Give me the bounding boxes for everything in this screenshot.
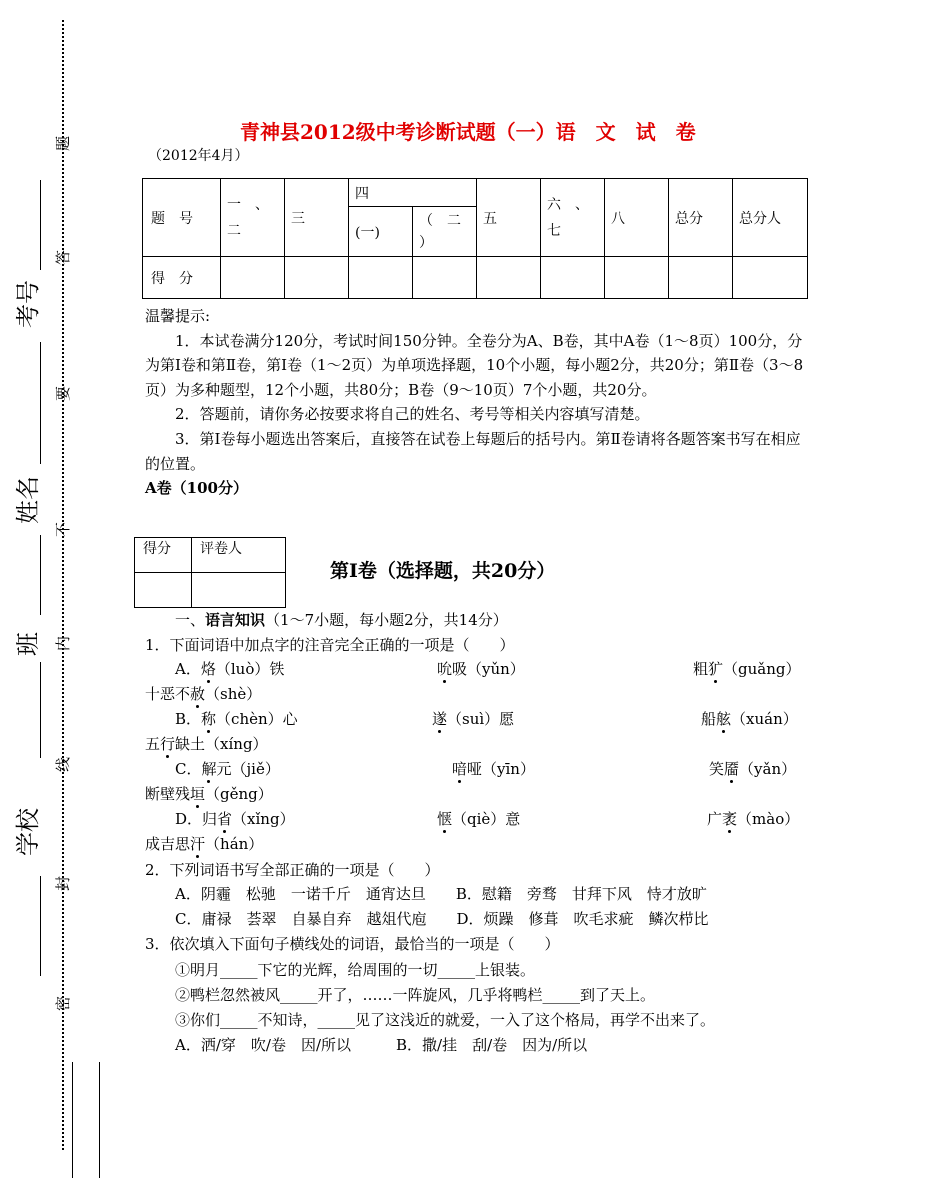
knowledge-heading (175, 610, 508, 630)
score-col-6-7 (541, 179, 605, 257)
score-col-4: 四 (349, 179, 477, 207)
binding-char-feng: 封 (54, 875, 73, 892)
q1-option-b-2: 遂（suì）愿 (432, 710, 515, 728)
q1-option-c-2: 喑哑（yīn） (452, 760, 535, 778)
binding-char-da: 答 (54, 249, 73, 266)
exam-date: （2012年4月） (148, 148, 249, 164)
score-col-4-sub2 (413, 207, 477, 257)
knowledge-rest: （1～7小题，每小题2分，共14分） (265, 611, 508, 629)
grader-score-cell[interactable] (135, 573, 192, 608)
score-col-1b: 二 (227, 222, 241, 239)
q3-stem: 3．依次填入下面句子横线处的词语，最恰当的一项是（ ） (145, 935, 560, 953)
exam-number-label: 考号 (14, 280, 42, 328)
score-cell[interactable] (669, 257, 733, 299)
score-col-4-sub1: (一) (349, 207, 413, 257)
q1-option-a-1: A．烙（luò）铁 (175, 660, 285, 678)
school-blank[interactable] (40, 876, 41, 976)
score-table (142, 178, 808, 299)
tips-heading: 温馨提示: (145, 307, 211, 325)
score-cell[interactable] (605, 257, 669, 299)
score-cell[interactable] (477, 257, 541, 299)
score-col-5: 五 (477, 179, 541, 257)
q1-option-a-3: 粗犷（guǎng） (693, 660, 801, 678)
q1-option-c-1: C．解元（jiě） (175, 760, 280, 778)
q1-option-d-3: 广袤（mào） (707, 810, 800, 828)
section-a-heading: A卷（100分） (145, 479, 248, 498)
score-row-label: 得 分 (143, 257, 221, 299)
q2-options-ab: A．阴霾 松驰 一诺千斤 通宵达旦 B．慰籍 旁骛 甘拜下风 恃才放旷 (175, 885, 707, 903)
binding-dotted-line (62, 20, 64, 1150)
q3-sentence-1: ①明月_____下它的光辉，给周围的一切_____上银装。 (175, 961, 536, 979)
q1-option-d-1: D．归省（xǐng） (175, 810, 295, 828)
name-blank-bottom[interactable] (40, 535, 41, 615)
class-label: 班 (14, 632, 42, 656)
score-cell[interactable] (221, 257, 285, 299)
binding-char-mi: 密 (54, 995, 73, 1012)
class-blank[interactable] (40, 662, 41, 758)
score-cell[interactable] (285, 257, 349, 299)
score-col-1a: 一 、 (227, 196, 269, 213)
score-col-4-sub2a: （ 二 (419, 212, 461, 229)
score-col-6a: 六 、 (547, 196, 589, 213)
q1-option-b-1: B．称（chèn）心 (175, 710, 298, 728)
q1-option-d-4: 成吉思汗（hán） (145, 835, 264, 853)
school-label: 学校 (14, 808, 42, 856)
grader-reviewer-label: 评卷人 (192, 538, 286, 573)
q1-option-a-2: 吮吸（yǔn） (437, 660, 525, 678)
binding-char-yao: 要 (54, 385, 73, 402)
q1-option-b-3: 船舷（xuán） (701, 710, 798, 728)
score-col-3: 三 (285, 179, 349, 257)
tips-item-3: 3．第Ⅰ卷每小题选出答案后，直接答在试卷上每题后的括号内。第Ⅱ卷请将各题答案书写在相应的位置。 (145, 429, 801, 473)
binding-rule-left (72, 1062, 73, 1178)
score-cell[interactable] (541, 257, 605, 299)
score-col-1-2 (221, 179, 285, 257)
score-cell[interactable] (413, 257, 477, 299)
q3-options-ab: A．洒/穿 吹/卷 因/所以 B．撒/挂 刮/卷 因为/所以 (175, 1036, 588, 1054)
score-cell[interactable] (349, 257, 413, 299)
q1-option-c-3: 笑靥（yǎn） (709, 760, 797, 778)
score-col-4-sub2b: ） (419, 234, 433, 251)
binding-char-nei: 内 (54, 635, 73, 652)
score-col-total-grader: 总分人 (733, 179, 808, 257)
part1-title: 第Ⅰ卷（选择题，共20分） (330, 560, 556, 582)
binding-char-ti: 题 (54, 135, 73, 152)
q1-stem: 1．下面词语中加点字的注音完全正确的一项是（ ） (145, 636, 515, 654)
tips-item-2: 2．答题前，请你务必按要求将自己的姓名、考号等相关内容填写清楚。 (175, 405, 650, 424)
name-blank-top[interactable] (40, 342, 41, 464)
binding-rule-right (99, 1062, 100, 1178)
q3-sentence-2: ②鸭栏忽然被风_____开了，……一阵旋风，几乎将鸭栏_____到了天上。 (175, 986, 656, 1004)
grader-score-label: 得分 (135, 538, 192, 573)
exam-number-blank[interactable] (40, 180, 41, 270)
binding-char-bu: 不 (54, 521, 73, 538)
q1-option-c-4: 断壁残垣（gěng） (145, 785, 273, 803)
name-label: 姓名 (14, 476, 42, 524)
q2-stem: 2．下列词语书写全部正确的一项是（ ） (145, 861, 440, 879)
score-col-total: 总分 (669, 179, 733, 257)
q1-option-d-2: 惬（qiè）意 (437, 810, 521, 828)
grader-reviewer-cell[interactable] (192, 573, 286, 608)
question-number-label: 题 号 (143, 179, 221, 257)
score-col-6b: 七 (547, 222, 561, 239)
binding-char-xian: 线 (54, 756, 73, 773)
knowledge-bold: 语言知识 (205, 611, 266, 629)
tips-block (145, 304, 810, 501)
tips-item-1: 1．本试卷满分120分，考试时间150分钟。全卷分为A、B卷，其中A卷（1～8页）100分，分为第Ⅰ卷和第Ⅱ卷，第Ⅰ卷（1～2页）为单项选择题，10个小题，每小题2分，共20分；第Ⅱ卷（3～8页）为多种题型，12个小题，共80分；B卷（9～10页）7个小题，共20分。 (145, 331, 804, 399)
score-cell[interactable] (733, 257, 808, 299)
q1-option-b-4: 五行缺土（xíng） (145, 735, 268, 753)
exam-title: 青神县2012级中考诊断试题（一）语 文 试 卷 (240, 120, 696, 144)
q2-options-cd: C．庸禄 荟翠 自暴自弃 越俎代庖 D．烦躁 修葺 吹毛求疵 鳞次栉比 (175, 910, 709, 928)
q1-option-a-4: 十恶不赦（shè） (145, 685, 262, 703)
knowledge-prefix: 一、 (175, 611, 206, 629)
score-col-8: 八 (605, 179, 669, 257)
q3-sentence-3: ③你们_____不知诗，_____见了这浅近的就爱，一入了这个格局，再学不出来了。 (175, 1011, 716, 1029)
grader-table (134, 537, 286, 608)
